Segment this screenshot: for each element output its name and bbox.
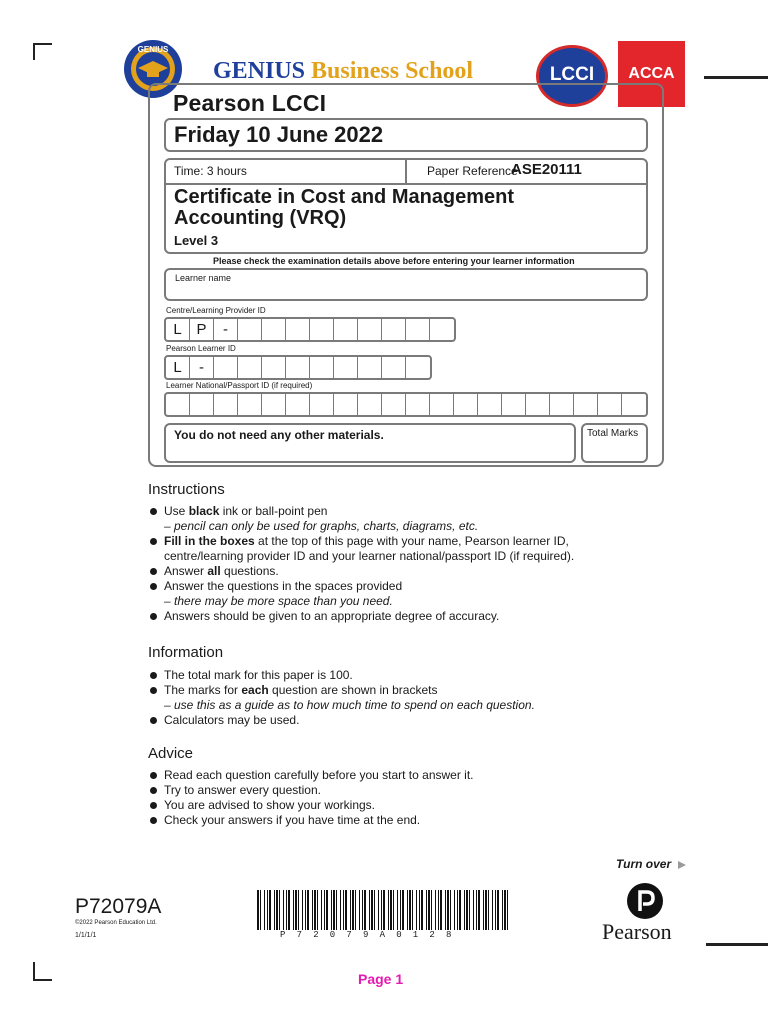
- barcode-bar: [286, 890, 287, 930]
- school-name: GENIUS Business School: [213, 58, 474, 84]
- id-cell[interactable]: [310, 394, 334, 415]
- barcode-bar: [260, 890, 261, 930]
- id-cell[interactable]: [334, 319, 358, 340]
- list-item: Calculators may be used.: [149, 713, 629, 728]
- barcode: [257, 890, 511, 930]
- list-item: Read each question carefully before you start to answer it.: [149, 768, 629, 783]
- barcode-bar: [295, 890, 297, 930]
- barcode-bar: [333, 890, 335, 930]
- turn-over-label: Turn over: [616, 857, 687, 871]
- id-cell[interactable]: [382, 319, 406, 340]
- information-list: [149, 668, 629, 728]
- barcode-bar: [369, 890, 370, 930]
- bullet-icon: [150, 672, 157, 679]
- id-cell[interactable]: [358, 357, 382, 378]
- barcode-bar: [331, 890, 332, 930]
- paper-code: P72079A: [75, 895, 162, 918]
- passport-id-field[interactable]: [164, 392, 648, 417]
- barcode-bar: [298, 890, 299, 930]
- id-cell[interactable]: [622, 394, 646, 415]
- barcode-bar: [359, 890, 360, 930]
- barcode-bar: [279, 890, 280, 930]
- list-item: Answer all questions.: [149, 564, 629, 579]
- list-item: Check your answers if you have time at the end.: [149, 813, 629, 828]
- advice-heading: Advice: [148, 745, 194, 762]
- id-cell: L: [166, 319, 190, 340]
- id-cell[interactable]: [310, 357, 334, 378]
- barcode-bar: [412, 890, 413, 930]
- barcode-bar: [274, 890, 275, 930]
- id-cell[interactable]: [310, 319, 334, 340]
- barcode-bar: [478, 890, 480, 930]
- crop-mark-right-bottom: [706, 943, 768, 946]
- total-marks-label: Total Marks: [587, 428, 639, 439]
- id-cell[interactable]: [406, 357, 430, 378]
- list-item: Answers should be given to an appropriate degree of accuracy.: [149, 609, 629, 624]
- learner-name-field[interactable]: [164, 268, 648, 301]
- list-item: You are advised to show your workings.: [149, 798, 629, 813]
- barcode-bar: [283, 890, 284, 930]
- bullet-icon: [150, 568, 157, 575]
- bullet-icon: [150, 717, 157, 724]
- barcode-bar: [431, 890, 432, 930]
- barcode-bar: [324, 890, 325, 930]
- id-cell[interactable]: [382, 357, 406, 378]
- barcode-bar: [485, 890, 487, 930]
- crop-mark-bottom-left: [33, 979, 52, 981]
- crop-mark-top-left: [33, 43, 52, 45]
- barcode-bar: [350, 890, 351, 930]
- id-cell[interactable]: [430, 394, 454, 415]
- id-cell[interactable]: [382, 394, 406, 415]
- barcode-bar: [340, 890, 341, 930]
- barcode-bar: [488, 890, 489, 930]
- barcode-bar: [502, 890, 503, 930]
- id-cell[interactable]: [286, 319, 310, 340]
- barcode-bar: [371, 890, 373, 930]
- id-cell[interactable]: [526, 394, 550, 415]
- id-cell[interactable]: [598, 394, 622, 415]
- exam-date: Friday 10 June 2022: [174, 122, 384, 147]
- barcode-bar: [457, 890, 458, 930]
- divider: [405, 158, 407, 183]
- list-item: The total mark for this paper is 100.: [149, 668, 629, 683]
- id-cell[interactable]: [262, 394, 286, 415]
- crop-mark-right-top: [704, 76, 768, 79]
- pearson-wordmark: Pearson: [602, 919, 672, 944]
- barcode-bar: [383, 890, 385, 930]
- barcode-bar: [307, 890, 309, 930]
- barcode-bar: [464, 890, 465, 930]
- edition-code: 1/1/1/1: [75, 932, 97, 939]
- list-item: The marks for each question are shown in brackets – use this as a guide as to how much time to spend on each question.: [149, 683, 629, 713]
- id-cell[interactable]: [574, 394, 598, 415]
- level: Level 3: [174, 233, 219, 248]
- pearson-learner-id-field[interactable]: [164, 355, 432, 380]
- crop-mark-bottom-left: [33, 962, 35, 981]
- passport-id-label: Learner National/Passport ID (if required): [166, 381, 313, 390]
- pearson-logo-icon: [627, 883, 663, 919]
- id-cell[interactable]: [286, 394, 310, 415]
- id-cell[interactable]: [238, 319, 262, 340]
- barcode-bar: [390, 890, 392, 930]
- id-cell[interactable]: [190, 394, 214, 415]
- barcode-digits: P72079A0128: [280, 930, 463, 940]
- barcode-bar: [483, 890, 484, 930]
- id-cell[interactable]: [454, 394, 478, 415]
- page-number: Page 1: [358, 971, 404, 987]
- barcode-bar: [293, 890, 294, 930]
- barcode-bar: [419, 890, 420, 930]
- barcode-bar: [305, 890, 306, 930]
- barcode-bar: [402, 890, 404, 930]
- bullet-icon: [150, 787, 157, 794]
- id-cell[interactable]: [406, 394, 430, 415]
- list-item: Try to answer every question.: [149, 783, 629, 798]
- barcode-bar: [409, 890, 411, 930]
- barcode-bar: [336, 890, 337, 930]
- information-heading: Information: [148, 644, 224, 661]
- learner-name-label: Learner name: [175, 273, 232, 283]
- barcode-bar: [397, 890, 398, 930]
- id-cell[interactable]: [430, 319, 454, 340]
- id-cell[interactable]: [262, 319, 286, 340]
- barcode-bar: [438, 890, 439, 930]
- id-cell: -: [190, 357, 214, 378]
- barcode-bar: [393, 890, 394, 930]
- bullet-icon: [150, 538, 157, 545]
- barcode-bar: [314, 890, 316, 930]
- bullet-icon: [150, 508, 157, 515]
- list-item: Answer the questions in the spaces provided – there may be more space than you need.: [149, 579, 629, 609]
- barcode-bar: [466, 890, 468, 930]
- paper-reference-value: ASE20111: [511, 161, 582, 178]
- barcode-bar: [495, 890, 496, 930]
- check-details-note: Please check the examination details above before entering your learner information: [213, 256, 575, 266]
- acca-logo-text: ACCA: [628, 65, 675, 82]
- id-cell[interactable]: [502, 394, 526, 415]
- id-cell[interactable]: [334, 357, 358, 378]
- bullet-icon: [150, 772, 157, 779]
- barcode-bar: [257, 890, 259, 930]
- barcode-bar: [388, 890, 389, 930]
- id-cell[interactable]: [358, 394, 382, 415]
- certificate-title: Certificate in Cost and Management Accounting (VRQ): [174, 186, 515, 229]
- barcode-bar: [407, 890, 408, 930]
- list-item: Use black ink or ball-point pen – pencil can only be used for graphs, charts, diagrams, etc.: [149, 504, 629, 534]
- list-item: Fill in the boxes at the top of this page with your name, Pearson learner ID, centre/learning provider ID and your learner national/passport ID (if required).: [149, 534, 629, 564]
- barcode-bar: [504, 890, 506, 930]
- barcode-bar: [440, 890, 442, 930]
- barcode-bar: [381, 890, 382, 930]
- centre-id-label: Centre/Learning Provider ID: [166, 306, 266, 315]
- barcode-bar: [276, 890, 278, 930]
- barcode-bar: [459, 890, 461, 930]
- barcode-bar: [450, 890, 451, 930]
- barcode-bar: [428, 890, 430, 930]
- barcode-bar: [312, 890, 313, 930]
- exam-time: Time: 3 hours: [174, 164, 247, 178]
- barcode-bar: [326, 890, 328, 930]
- bullet-icon: [150, 817, 157, 824]
- paper-reference-label: Paper Reference: [427, 164, 518, 178]
- copyright: ©2022 Pearson Education Ltd.: [75, 920, 157, 926]
- id-cell[interactable]: [214, 357, 238, 378]
- barcode-bar: [317, 890, 318, 930]
- play-arrow-icon: [677, 860, 687, 870]
- id-cell[interactable]: [286, 357, 310, 378]
- id-cell: L: [166, 357, 190, 378]
- lcci-logo-text: LCCI: [549, 64, 595, 85]
- id-cell[interactable]: [262, 357, 286, 378]
- id-cell[interactable]: [238, 394, 262, 415]
- bullet-icon: [150, 613, 157, 620]
- materials-note: You do not need any other materials.: [174, 428, 384, 442]
- instructions-list: [149, 504, 629, 624]
- barcode-bar: [426, 890, 427, 930]
- id-cell[interactable]: [334, 394, 358, 415]
- centre-id-field[interactable]: [164, 317, 456, 342]
- barcode-bar: [447, 890, 449, 930]
- advice-list: [149, 768, 629, 828]
- barcode-bar: [435, 890, 436, 930]
- barcode-bar: [374, 890, 375, 930]
- barcode-bar: [421, 890, 423, 930]
- barcode-bar: [267, 890, 268, 930]
- barcode-bar: [473, 890, 474, 930]
- id-cell: -: [214, 319, 238, 340]
- id-cell[interactable]: [550, 394, 574, 415]
- barcode-bar: [343, 890, 344, 930]
- id-cell[interactable]: [478, 394, 502, 415]
- seal-text: GENIUS: [137, 45, 169, 54]
- id-cell[interactable]: [166, 394, 190, 415]
- barcode-bar: [497, 890, 499, 930]
- barcode-bar: [288, 890, 290, 930]
- barcode-bar: [264, 890, 265, 930]
- instructions-heading: Instructions: [148, 481, 225, 498]
- barcode-bar: [492, 890, 493, 930]
- barcode-bar: [364, 890, 366, 930]
- barcode-bar: [445, 890, 446, 930]
- crop-mark-top-left: [33, 43, 35, 60]
- barcode-bar: [362, 890, 363, 930]
- barcode-bar: [355, 890, 356, 930]
- id-cell[interactable]: [358, 319, 382, 340]
- id-cell[interactable]: [238, 357, 262, 378]
- barcode-bar: [400, 890, 401, 930]
- id-cell[interactable]: [214, 394, 238, 415]
- barcode-bar: [507, 890, 508, 930]
- barcode-bar: [454, 890, 455, 930]
- id-cell: P: [190, 319, 214, 340]
- divider: [164, 183, 648, 185]
- bullet-icon: [150, 802, 157, 809]
- id-cell[interactable]: [406, 319, 430, 340]
- barcode-bar: [476, 890, 477, 930]
- barcode-bar: [345, 890, 347, 930]
- barcode-bar: [321, 890, 322, 930]
- barcode-bar: [352, 890, 354, 930]
- barcode-bar: [302, 890, 303, 930]
- pearson-id-label: Pearson Learner ID: [166, 344, 236, 353]
- barcode-bar: [416, 890, 417, 930]
- bullet-icon: [150, 583, 157, 590]
- barcode-bar: [269, 890, 271, 930]
- brand-title: Pearson LCCI: [173, 90, 327, 116]
- bullet-icon: [150, 687, 157, 694]
- barcode-bar: [378, 890, 379, 930]
- barcode-bar: [469, 890, 470, 930]
